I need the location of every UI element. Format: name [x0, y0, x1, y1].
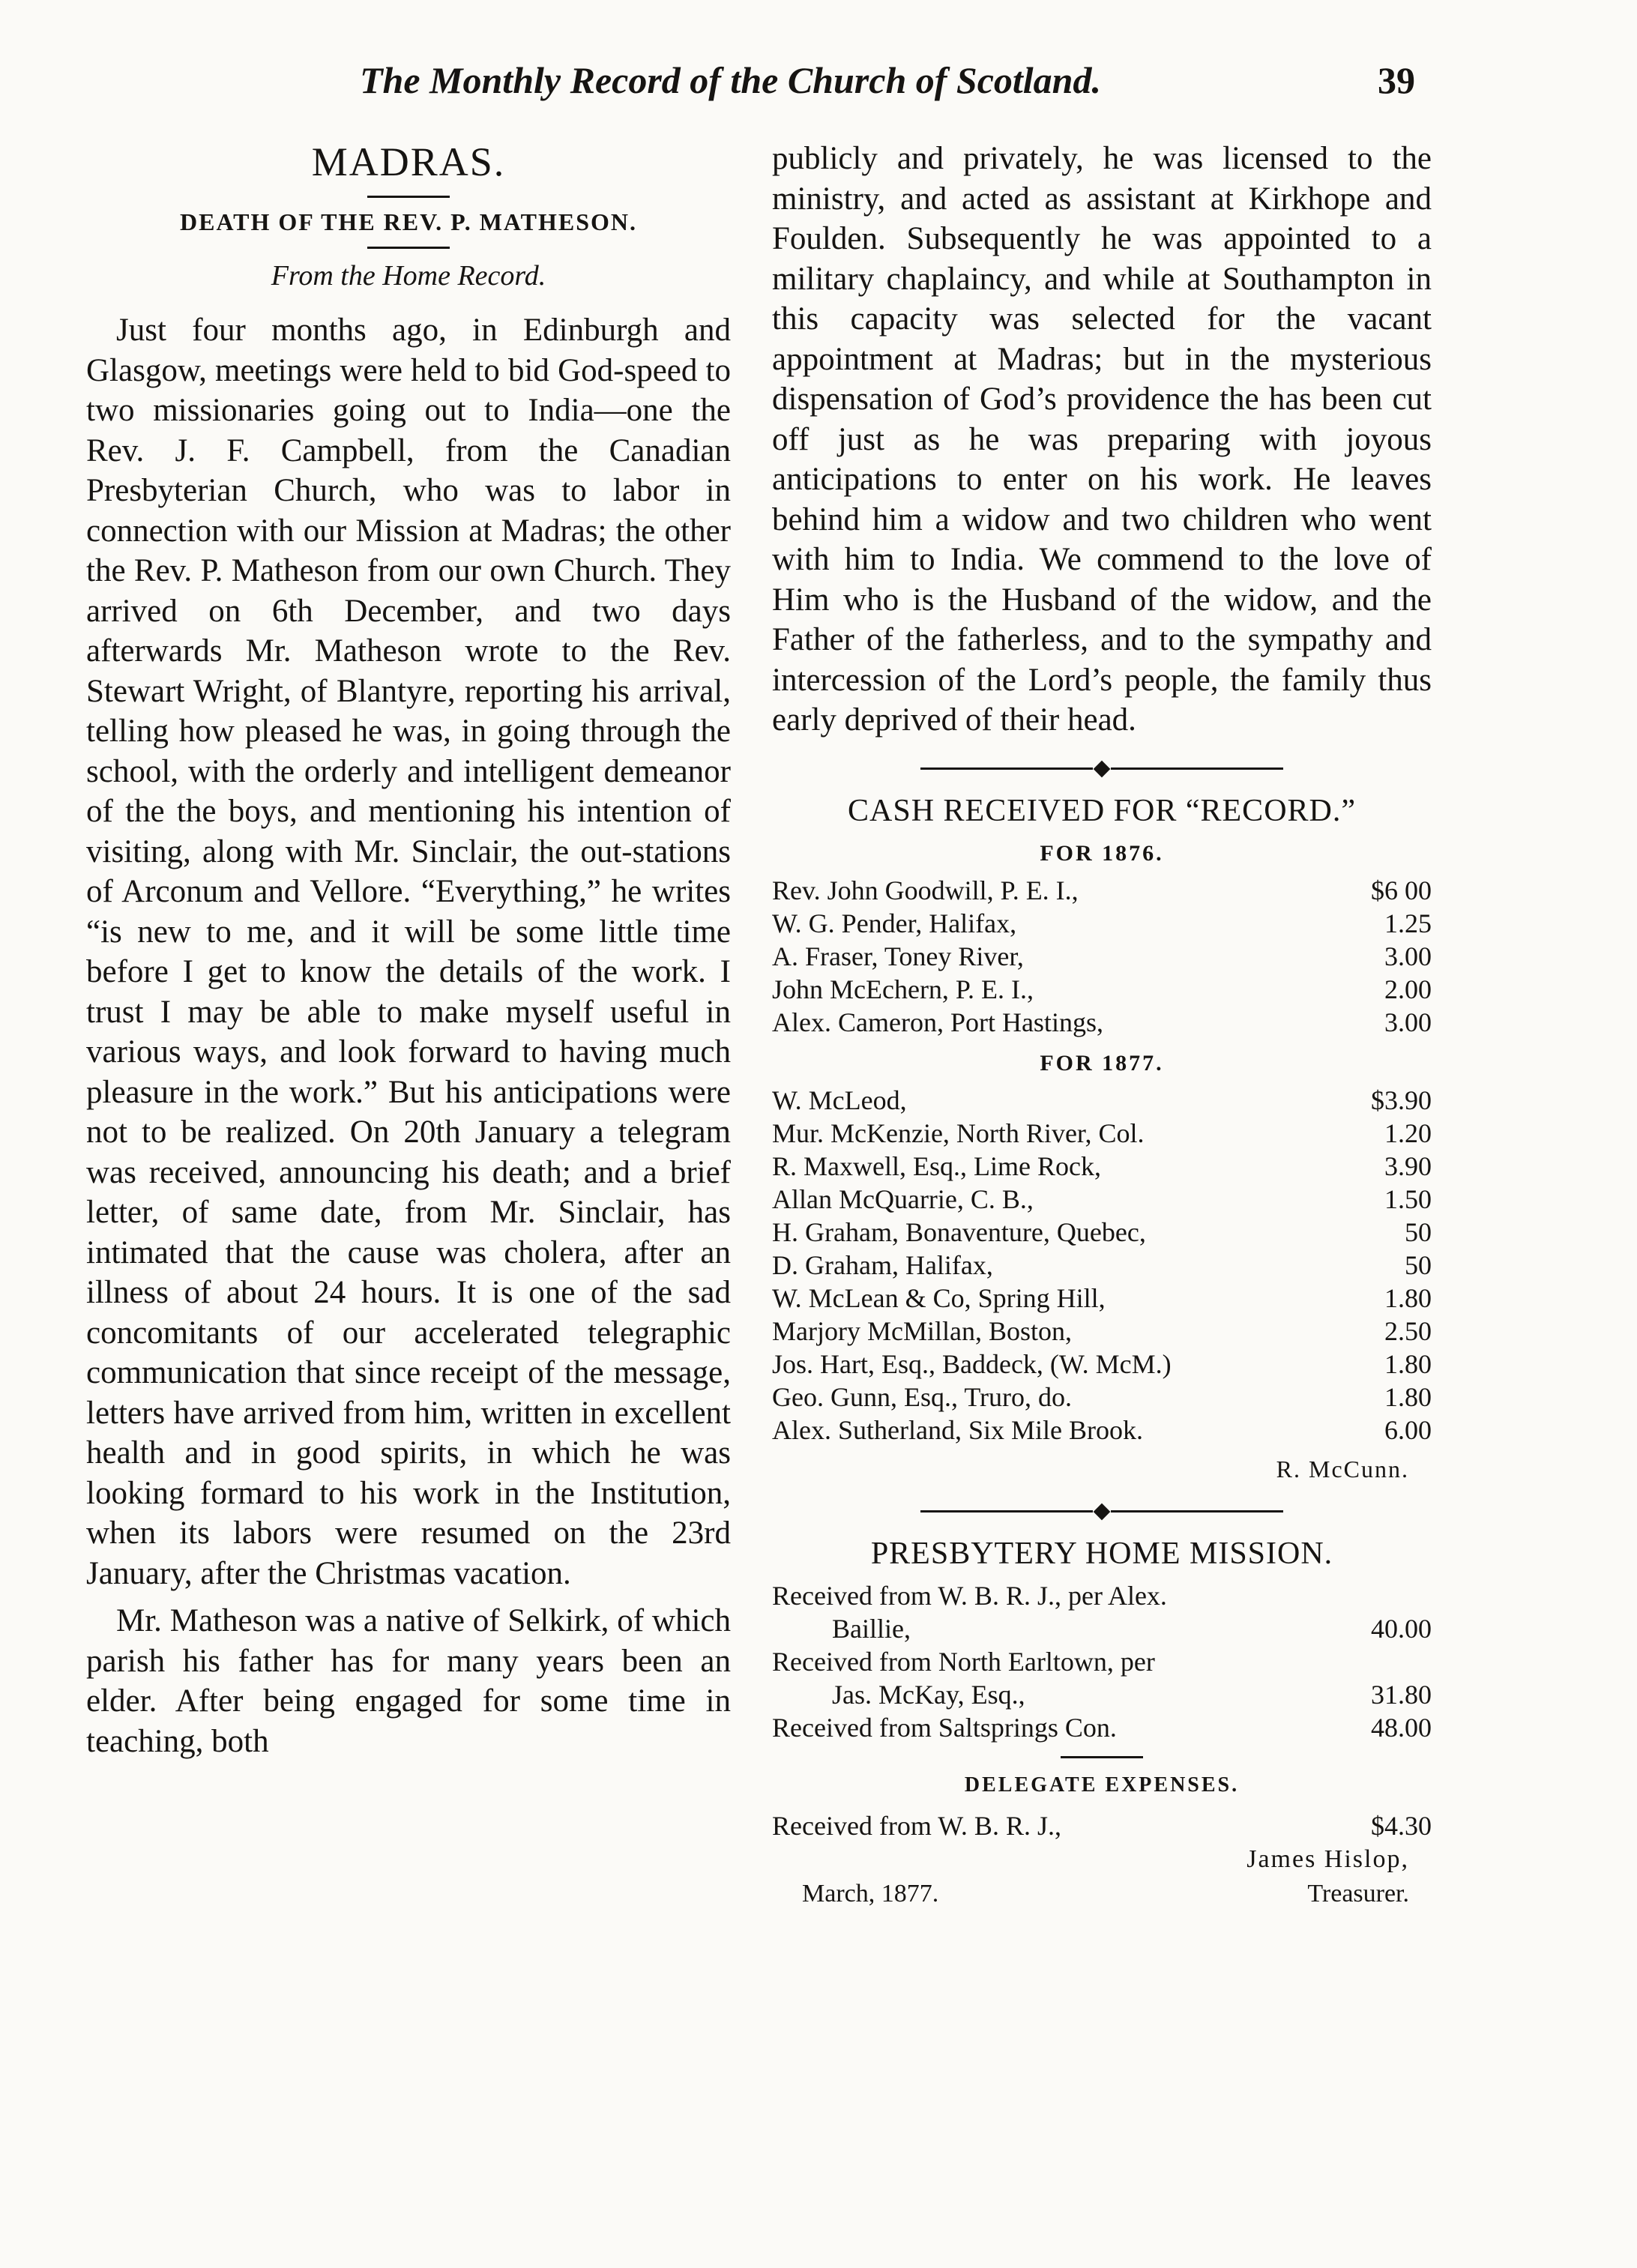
page-number: 39	[1378, 59, 1415, 101]
list-item	[772, 1006, 1432, 1039]
donor-name: Geo. Gunn, Esq., Truro, do.	[772, 1381, 1073, 1412]
right-column	[772, 139, 1432, 1911]
donor-name: W. McLean & Co, Spring Hill,	[772, 1282, 1106, 1313]
running-title: The Monthly Record of the Church of Scotland.	[360, 59, 1101, 101]
receipt-line: Received from North Earltown, per	[772, 1646, 1155, 1677]
list-item	[772, 1315, 1432, 1348]
article-paragraph-1: Just four months ago, in Edinburgh and Glasgow, meetings were held to bid God-speed to two missionaries going out to India—one the Rev. J. F. Campbell, from the Canadian Presbyterian Church, who was to labor in connection with our Mission at Madras; the other the Rev. P. Matheson from our own Church. They arrived on 6th December, and two days afterwards Mr. Matheson wrote to the Rev. Stewart Wright, of Blantyre, reporting his arrival, telling how pleased he was, in going through the school, with the orderly and intelligent demeanor of the the boys, and mentioning his intention of visiting, along with Mr. Sinclair, the out-stations of Arconum and Vellore. “Everything,” he writes “is new to me, and it will be some little time before I get to know the details of the work. I trust I may be able to make myself useful in various ways, and look forward to having much pleasure in the work.” But his anticipations were not to be realized. On 20th January a telegram was received, announcing his death; and a brief letter, of same date, from Mr. Sinclair, has intimated that the cause was cholera, after an illness of about 24 hours. It is one of the sad concomitants of our accelerated telegraphic communication that since receipt of the message, letters have arrived from him, written in excellent health and in good spirits, in which he was looking formard to his work in the Institution, when its labors were resumed on the 23rd January, after the Christmas vacation.	[86, 313, 731, 1591]
donation-amount: $3.90	[1371, 1085, 1432, 1115]
donor-name: H. Graham, Bonaventure, Quebec,	[772, 1216, 1146, 1247]
list-item	[772, 940, 1432, 973]
cash-list-1876	[772, 874, 1432, 1039]
treasurer-name: James Hislop,	[1246, 1845, 1409, 1873]
cash-signature: R. McCunn.	[1276, 1455, 1409, 1483]
list-item	[772, 1645, 1432, 1711]
receipt-payer: Baillie,	[832, 1613, 911, 1644]
list-item	[772, 1282, 1432, 1315]
donor-name: John McEchern, P. E. I.,	[772, 974, 1034, 1004]
article-source: From the Home Record.	[271, 260, 546, 292]
donor-name: W. G. Pender, Halifax,	[772, 908, 1017, 938]
year-1876-label: FOR 1876.	[1040, 840, 1164, 866]
donation-amount: 50	[1405, 1249, 1432, 1280]
donor-name: A. Fraser, Toney River,	[772, 941, 1024, 971]
section-divider	[772, 1506, 1432, 1518]
list-item	[772, 1381, 1432, 1414]
delegate-row	[772, 1809, 1432, 1842]
article-subheading: DEATH OF THE REV. P. MATHESON.	[179, 208, 638, 235]
donation-amount: 1.80	[1384, 1282, 1432, 1313]
donor-name: Marjory McMillan, Boston,	[772, 1315, 1072, 1346]
list-item	[772, 1117, 1432, 1150]
cash-title: CASH RECEIVED FOR “RECORD.”	[847, 793, 1357, 828]
donation-amount: 50	[1405, 1216, 1432, 1247]
donor-name: R. Maxwell, Esq., Lime Rock,	[772, 1150, 1101, 1181]
list-item	[772, 874, 1432, 907]
article-paragraph-2: Mr. Matheson was a native of Selkirk, of which parish his father has for many years been an elder. After being engaged for some time in teaching, both	[86, 1603, 731, 1759]
delegate-heading: DELEGATE EXPENSES.	[964, 1773, 1240, 1797]
donor-name: Allan McQuarrie, C. B.,	[772, 1183, 1034, 1214]
list-item	[772, 1414, 1432, 1447]
donor-name: D. Graham, Halifax,	[772, 1249, 993, 1280]
donation-amount: 1.80	[1384, 1348, 1432, 1379]
subheading-rule	[367, 247, 450, 249]
receipt-payer: Received from Saltsprings Con.	[772, 1712, 1117, 1743]
donor-name: Mur. McKenzie, North River, Col.	[772, 1118, 1145, 1148]
donor-name: Jos. Hart, Esq., Baddeck, (W. McM.)	[772, 1348, 1172, 1379]
donor-name: W. McLeod,	[772, 1085, 907, 1115]
donation-amount: 1.20	[1384, 1118, 1432, 1148]
donation-amount: 3.00	[1384, 1007, 1432, 1037]
list-item	[772, 907, 1432, 940]
mission-title: PRESBYTERY HOME MISSION.	[870, 1536, 1333, 1571]
list-item	[772, 1579, 1432, 1645]
list-item	[772, 973, 1432, 1006]
receipt-payer: Jas. McKay, Esq.,	[832, 1679, 1025, 1710]
donation-amount: 1.80	[1384, 1381, 1432, 1412]
cash-list-1877	[772, 1084, 1432, 1447]
delegate-payer: Received from W. B. R. J.,	[772, 1810, 1061, 1841]
date-line	[772, 1877, 1432, 1911]
donation-amount: 2.00	[1384, 974, 1432, 1004]
report-date: March, 1877.	[802, 1879, 939, 1907]
donation-amount: $6 00	[1371, 875, 1432, 905]
mission-rule	[1061, 1756, 1143, 1758]
list-item	[772, 1150, 1432, 1183]
article-continuation: publicly and privately, he was licensed to the ministry, and acted as assistant at Kirkhope and Foulden. Subsequently he was appointed to a military chaplaincy, and while at Southampton in this capacity was selected for the vacant appointment at Madras; but in the mysterious dispensation of God’s providence the has been cut off just as he was preparing with joyous anticipations to enter on his work. He leaves behind him a widow and two children who went with him to India. We commend to the love of Him who is the Husband of the widow, and the Father of the fatherless, and to the sympathy and intercession of the Lord’s people, the family thus early deprived of their head.	[772, 141, 1432, 738]
list-item	[772, 1348, 1432, 1381]
section-divider	[772, 763, 1432, 775]
left-column	[86, 139, 731, 1761]
donation-amount: 2.50	[1384, 1315, 1432, 1346]
donation-amount: 1.50	[1384, 1183, 1432, 1214]
list-item	[772, 1183, 1432, 1216]
donor-name: Rev. John Goodwill, P. E. I.,	[772, 875, 1079, 905]
donation-amount: 6.00	[1384, 1414, 1432, 1445]
list-item	[772, 1711, 1432, 1744]
year-1877-label: FOR 1877.	[1040, 1050, 1164, 1076]
receipt-amount: 40.00	[1371, 1613, 1432, 1644]
donor-name: Alex. Cameron, Port Hastings,	[772, 1007, 1103, 1037]
receipt-line: Received from W. B. R. J., per Alex.	[772, 1580, 1167, 1611]
treasurer-title: Treasurer.	[1307, 1879, 1409, 1907]
donation-amount: 3.00	[1384, 941, 1432, 971]
heading-rule	[367, 196, 450, 198]
treasurer-line	[772, 1842, 1432, 1877]
donation-amount: 3.90	[1384, 1150, 1432, 1181]
donor-name: Alex. Sutherland, Six Mile Brook.	[772, 1414, 1143, 1445]
list-item	[772, 1216, 1432, 1249]
receipt-amount: 48.00	[1371, 1712, 1432, 1743]
receipt-amount: 31.80	[1371, 1679, 1432, 1710]
article-heading: MADRAS.	[311, 139, 506, 184]
list-item	[772, 1084, 1432, 1117]
list-item	[772, 1249, 1432, 1282]
donation-amount: 1.25	[1384, 908, 1432, 938]
delegate-amount: $4.30	[1371, 1810, 1432, 1841]
